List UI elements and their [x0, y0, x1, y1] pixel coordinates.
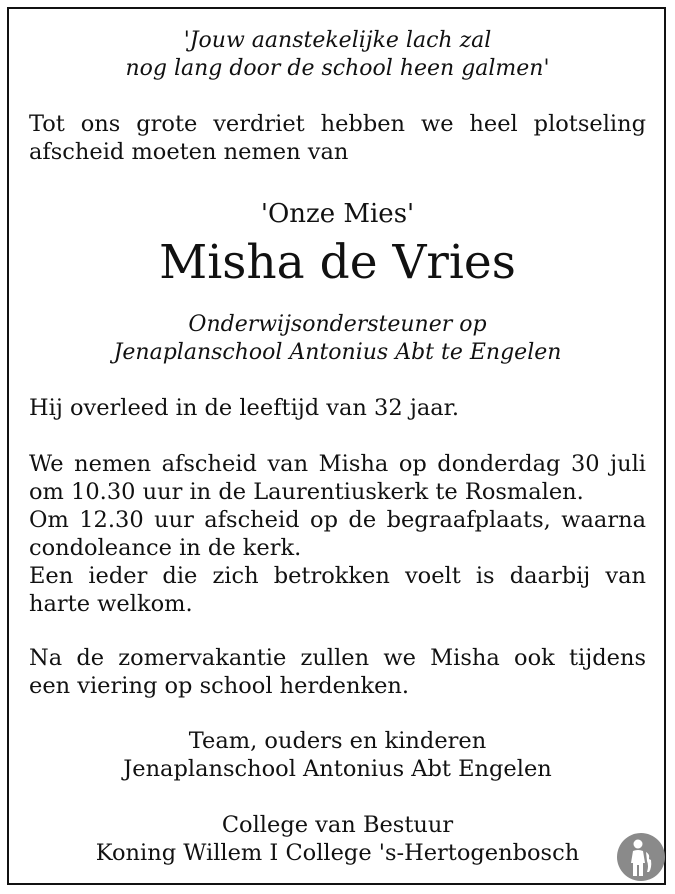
intro-line-2: afscheid moeten nemen van — [29, 139, 349, 165]
memorial-figure-icon — [616, 832, 666, 882]
age-paragraph — [29, 394, 646, 422]
signature-school-line-2: Jenaplanschool Antonius Abt Engelen — [123, 756, 552, 782]
deceased-name: Misha de Vries — [159, 235, 516, 290]
role-line-2: Jenaplanschool Antonius Abt te Engelen — [113, 340, 562, 365]
signature-board — [29, 811, 646, 867]
age-text: Hij overleed in de leeftijd van 32 jaar. — [29, 395, 460, 421]
memorial-line-2: een viering op school herdenken. — [29, 673, 410, 699]
signature-board-line-1: College van Bestuur — [221, 812, 454, 838]
role-description — [29, 311, 646, 367]
ceremony-line-2: om 10.30 uur in de Laurentiuskerk te Rosmalen. — [29, 479, 584, 505]
ceremony-line-4: condoleance in de kerk. — [29, 535, 302, 561]
motto-line-2: nog lang door de school heen galmen' — [125, 56, 550, 81]
ceremony-line-6: harte welkom. — [29, 591, 193, 617]
motto — [29, 27, 646, 83]
intro-line-1: Tot ons grote verdriet hebben we heel plotseling — [29, 111, 646, 137]
role-line-1: Onderwijsondersteuner op — [188, 312, 487, 337]
signature-board-line-2: Koning Willem I College 's-Hertogenbosch — [95, 840, 580, 866]
ceremony-line-1: We nemen afscheid van Misha op donderdag 30 juli — [29, 451, 646, 477]
ceremony-paragraph — [29, 450, 646, 618]
ceremony-line-3: Om 12.30 uur afscheid op de begraafplaats, waarna — [29, 507, 646, 533]
signature-school — [29, 727, 646, 783]
memorial-paragraph — [29, 644, 646, 700]
ceremony-line-5: Een ieder die zich betrokken voelt is daarbij van — [29, 563, 646, 589]
nickname: 'Onze Mies' — [260, 199, 415, 229]
signature-school-line-1: Team, ouders en kinderen — [188, 728, 487, 754]
motto-line-1: 'Jouw aanstekelijke lach zal — [183, 28, 492, 53]
memorial-line-1: Na de zomervakantie zullen we Misha ook tijdens — [29, 645, 646, 671]
intro-paragraph — [29, 110, 646, 166]
